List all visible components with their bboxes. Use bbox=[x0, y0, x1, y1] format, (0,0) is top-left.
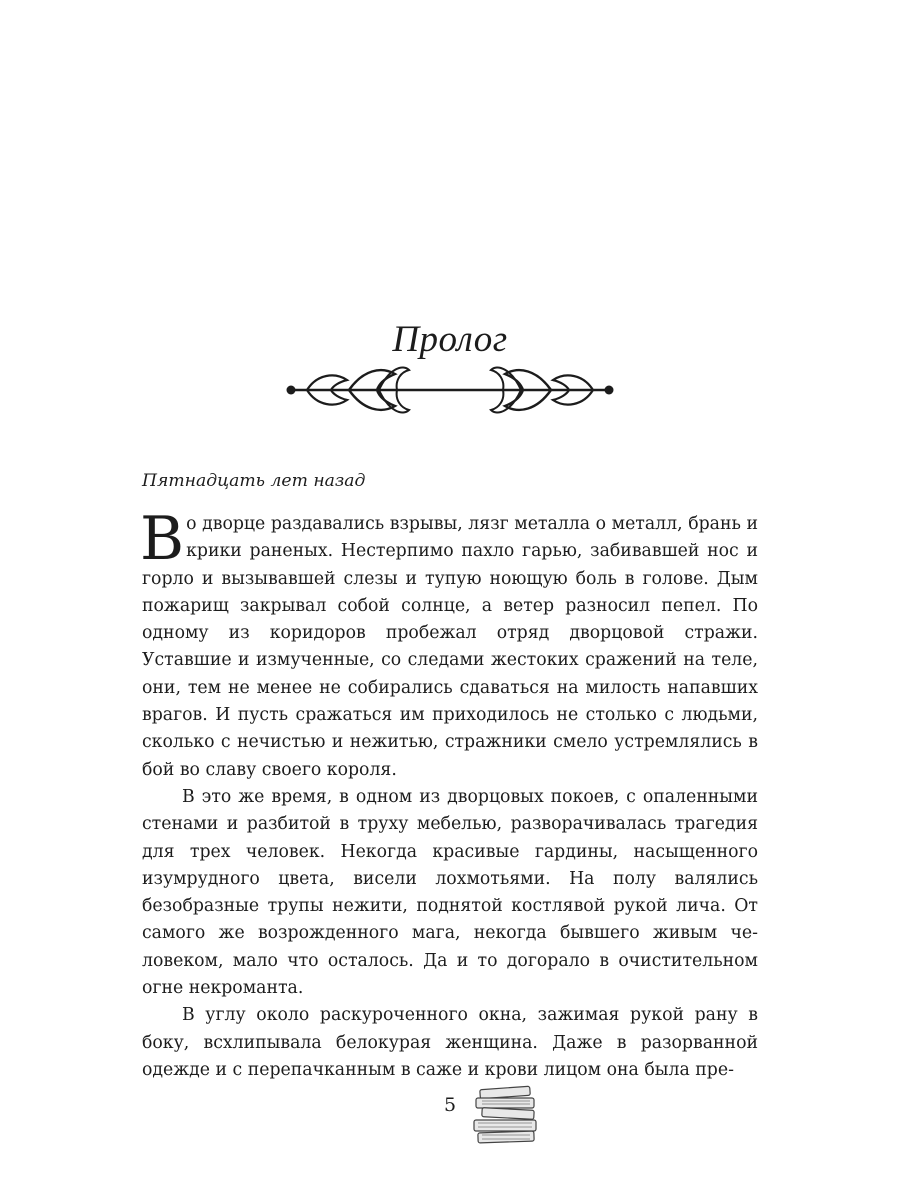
book-stack-icon bbox=[470, 1084, 550, 1146]
flourish-ornament bbox=[283, 360, 617, 424]
page-number: 5 bbox=[443, 1094, 457, 1116]
paragraph bbox=[140, 504, 758, 784]
body-text bbox=[140, 504, 758, 1084]
paragraph: В углу около раскуроченного окна, зажимая рукой рану в боку, всхлипывала белокурая женщина. Даже в разорванной одежде и с перепачканным в саже и крови лицом она была пре- bbox=[142, 1005, 758, 1080]
paragraph-text: о дворце раздавались взрывы, лязг металла о металл, брань и крики раненых. Нестерпимо пахло гарью, забивавшей нос и горло и вызывавшей слезы и тупую ноющую боль в голове. Дым пожарищ закрывал собой солнце, а ветер разносил пепел. По одному из коридоров пробежал отряд дворцовой стражи. Уставшие и измученные, со следами жестоких сражений на теле, они, тем не менее не собирались сдаваться на милость напавших врагов. И пусть сражаться им приходилось не столько с людьми, сколько с нечистью и нежитью, стражники смело устремлялись в бой во славу своего короля. bbox=[142, 514, 758, 780]
epigraph: Пятнадцать лет назад bbox=[142, 471, 366, 491]
chapter-title: Пролог bbox=[392, 319, 508, 360]
paragraph: В это же время, в одном из дворцовых покоев, с опаленными стенами и разбитой в труху мебелью, разворачивалась трагедия для трех человек. Некогда красивые гардины, насыщенного изумрудного цвета, висели лохмотьями. На полу валялись безобразные трупы нежити, поднятой костлявой рукой лича. От самого же возрожденного мага, некогда бывшего живым человеком, мало что осталось. Да и то догорало в очистительном огне некроманта. bbox=[142, 786, 758, 999]
drop-cap: В bbox=[140, 504, 185, 574]
